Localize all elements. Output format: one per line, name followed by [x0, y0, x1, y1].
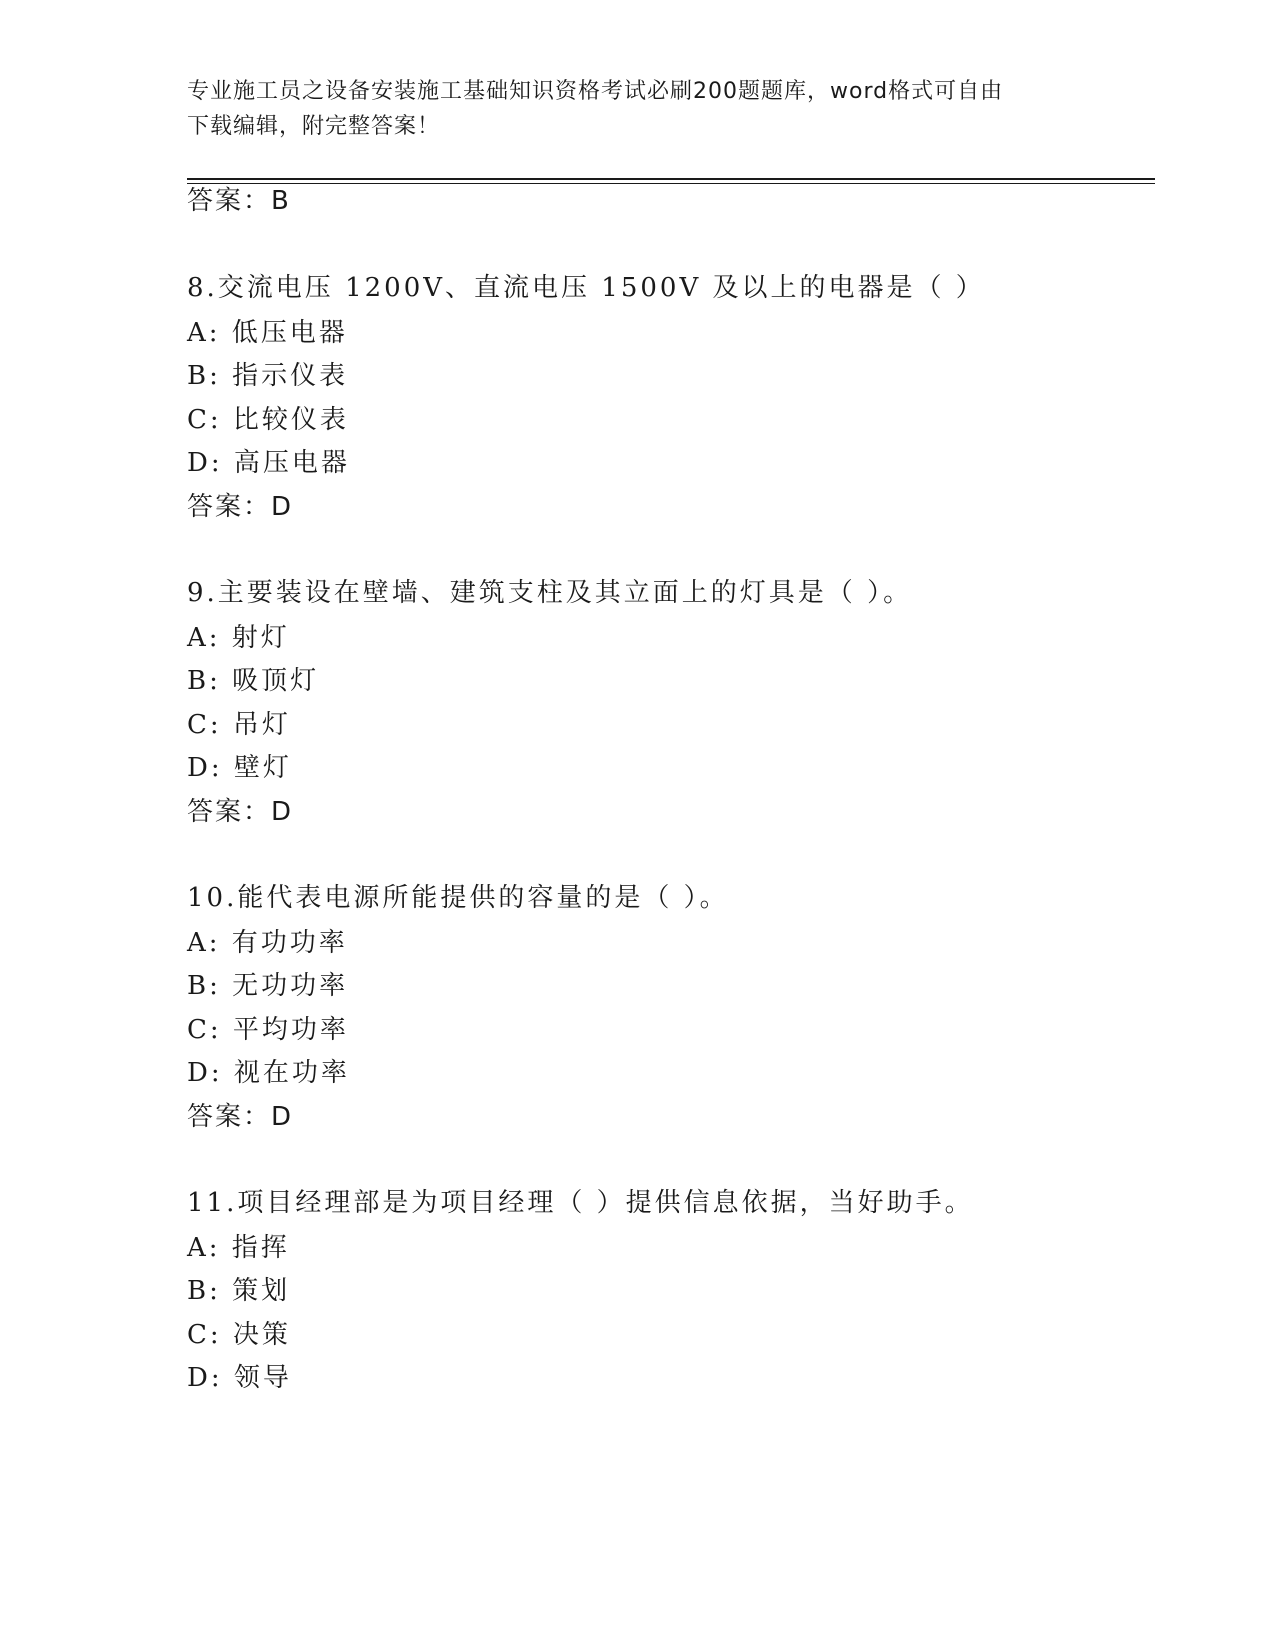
header-line-1: 专业施工员之设备安装施工基础知识资格考试必刷200题题库，word格式可自由 [187, 79, 1004, 104]
document-header [187, 74, 1087, 144]
question-10-option-c: C: 平均功率 [187, 1015, 349, 1045]
question-10-answer: 答案：D [187, 1102, 294, 1132]
header-divider-thick [187, 178, 1155, 180]
question-9-option-d: D: 壁灯 [187, 753, 292, 783]
header-line-2: 下载编辑，附完整答案！ [187, 114, 441, 139]
question-10-option-d: D: 视在功率 [187, 1058, 350, 1088]
question-9-answer: 答案：D [187, 797, 294, 827]
question-8-option-b: B: 指示仪表 [187, 361, 349, 391]
question-8-answer: 答案：D [187, 492, 294, 522]
question-10-option-a: A: 有功功率 [187, 928, 348, 958]
question-11-option-b: B: 策划 [187, 1276, 291, 1306]
question-8-option-a: A: 低压电器 [187, 318, 348, 348]
question-9-option-a: A: 射灯 [187, 623, 290, 653]
question-9-stem: 9.主要装设在壁墙、建筑支柱及其立面上的灯具是（ ）。 [187, 578, 913, 608]
question-10-stem: 10.能代表电源所能提供的容量的是（ ）。 [187, 883, 729, 913]
question-10-option-b: B: 无功功率 [187, 971, 349, 1001]
question-11-option-a: A: 指挥 [187, 1233, 290, 1263]
question-8-option-c: C: 比较仪表 [187, 405, 349, 435]
header-divider-thin [187, 183, 1155, 184]
question-9-option-b: B: 吸顶灯 [187, 666, 320, 696]
answer-previous: 答案：B [187, 186, 291, 216]
question-9-option-c: C: 吊灯 [187, 710, 291, 740]
question-8-stem: 8.交流电压 1200V、直流电压 1500V 及以上的电器是（ ） [187, 273, 985, 303]
question-11-option-c: C: 决策 [187, 1320, 291, 1350]
question-8-option-d: D: 高压电器 [187, 448, 350, 478]
question-11-stem: 11.项目经理部是为项目经理（ ）提供信息依据，当好助手。 [187, 1188, 974, 1218]
question-11-option-d: D: 领导 [187, 1363, 292, 1393]
